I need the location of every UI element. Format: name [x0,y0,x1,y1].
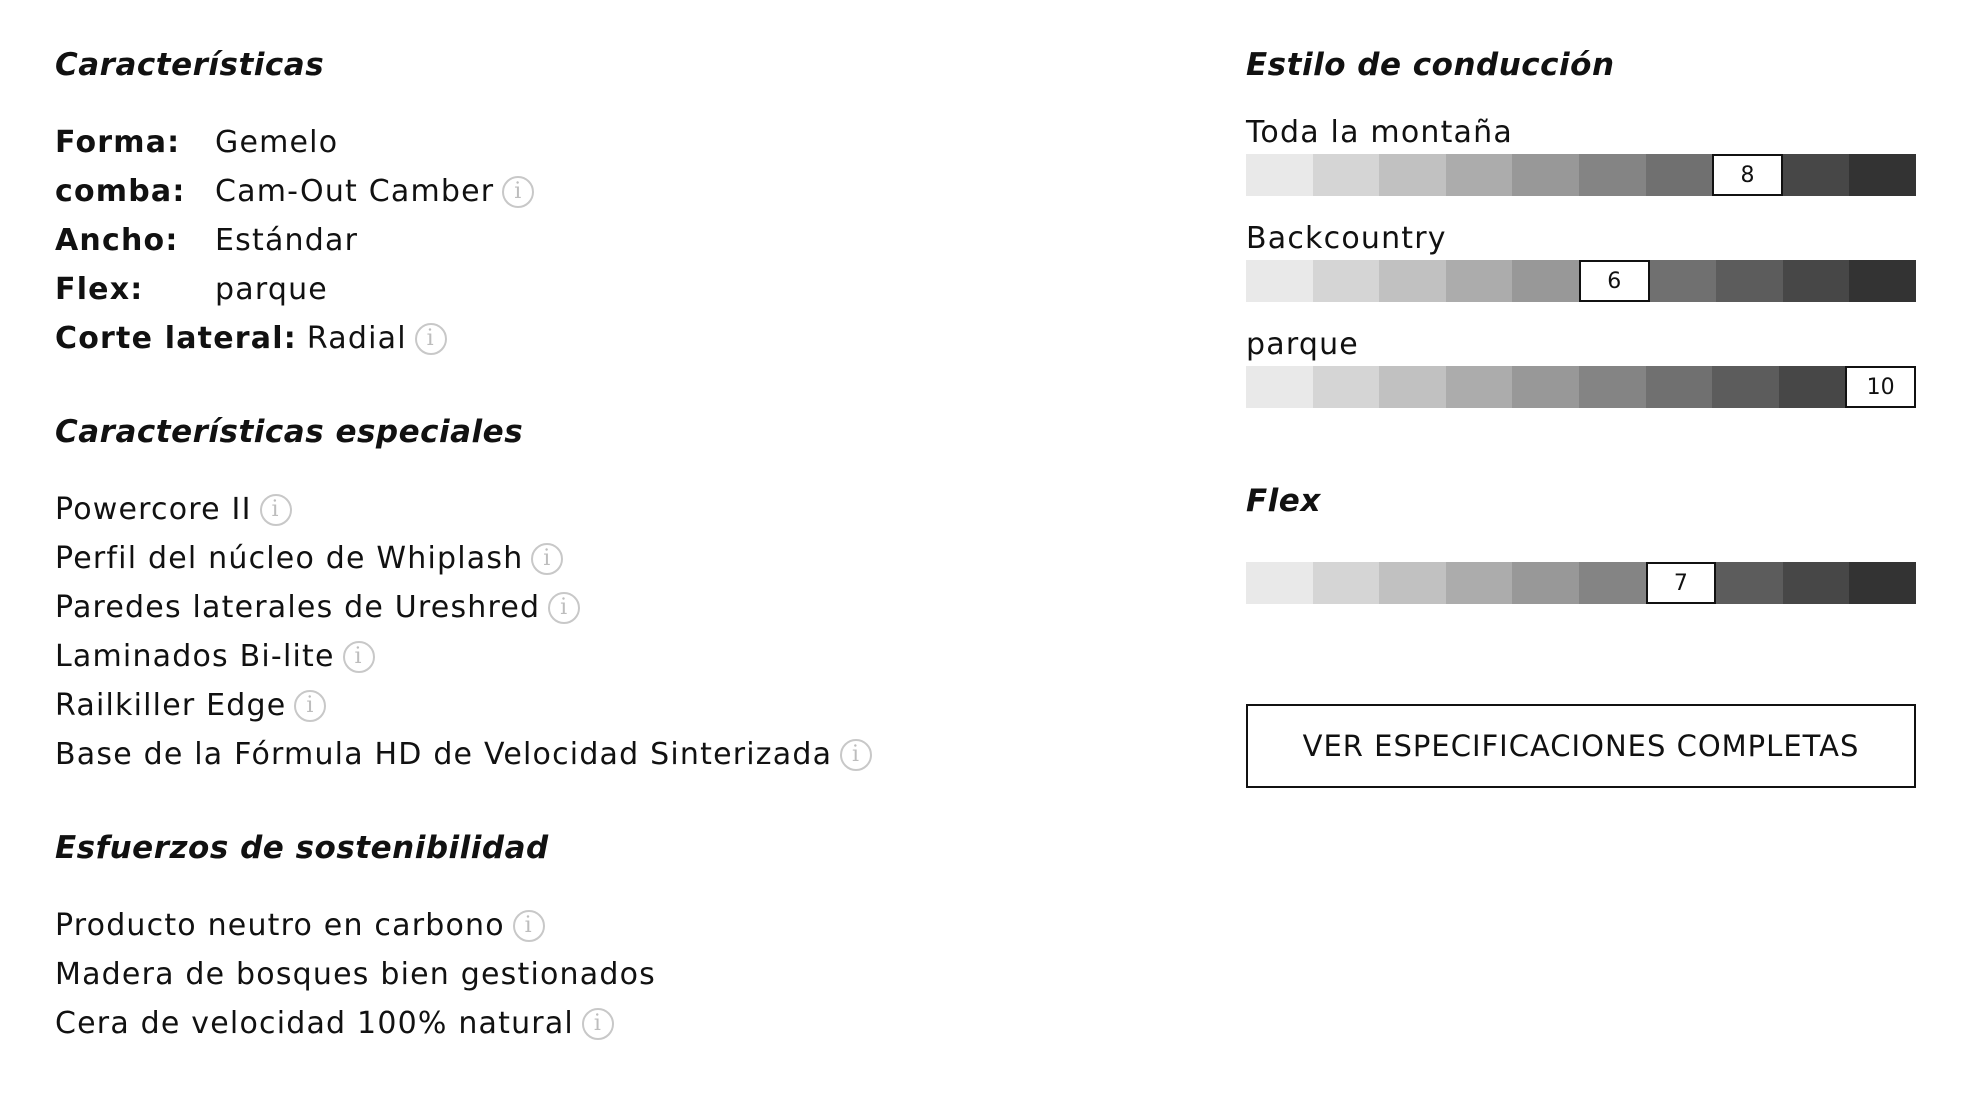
list-item [55,485,1155,534]
list-item [55,901,1155,950]
scale-label-backcountry: Backcountry [1246,221,1447,256]
feature-label: Powercore II [55,492,252,527]
scale-segment [1579,562,1646,604]
scale-marker: 8 [1712,154,1783,196]
spec-value: parque [215,272,328,307]
scale-marker: 10 [1845,366,1916,408]
scale-segment [1446,366,1513,408]
scale-segment [1313,366,1380,408]
sustainability-heading: Esfuerzos de sostenibilidad [55,830,549,866]
scale-marker: 6 [1579,260,1650,302]
scale-segment [1246,366,1313,408]
scale-marker: 7 [1646,562,1717,604]
feature-label: Paredes laterales de Ureshred [55,590,541,625]
scale-segment [1512,562,1579,604]
flex-heading: Flex [1246,483,1321,519]
rating-scale-flex [1246,562,1916,604]
list-item [55,583,1155,632]
feature-label: Laminados Bi-lite [55,639,335,674]
scale-label-all-mountain: Toda la montaña [1246,115,1513,150]
feature-label: Producto neutro en carbono [55,908,505,943]
scale-segment [1379,366,1446,408]
scale-segment [1712,366,1779,408]
scale-segment [1446,154,1513,196]
info-icon[interactable]: i [260,494,292,526]
info-icon[interactable]: i [502,176,534,208]
spec-value: Estándar [215,223,359,258]
spec-value: Radial [306,321,407,356]
scale-segment [1650,260,1717,302]
spec-row-camber [55,167,1155,216]
scale-label-park: parque [1246,327,1359,362]
feature-label: Base de la Fórmula HD de Velocidad Sinterizada [55,737,833,772]
info-icon[interactable]: i [343,641,375,673]
scale-segment [1849,154,1916,196]
full-specs-button[interactable]: VER ESPECIFICACIONES COMPLETAS [1246,704,1916,788]
info-icon[interactable]: i [513,910,545,942]
characteristics-list [55,118,1155,363]
scale-segment [1246,154,1313,196]
list-item [55,534,1155,583]
scale-segment [1313,562,1380,604]
sustainability-list [55,901,1155,1048]
scale-segment [1646,366,1713,408]
scale-segment [1579,366,1646,408]
list-item [55,730,1155,779]
feature-label: Perfil del núcleo de Whiplash [55,541,524,576]
scale-segment [1246,260,1313,302]
rating-scale-park [1246,366,1916,408]
scale-segment [1783,260,1850,302]
spec-key: Forma: [55,125,181,160]
feature-label: Cera de velocidad 100% natural [55,1006,574,1041]
info-icon[interactable]: i [294,690,326,722]
scale-segment [1379,260,1446,302]
spec-value: Cam-Out Camber [215,174,495,209]
info-icon[interactable]: i [548,592,580,624]
scale-segment [1313,260,1380,302]
spec-key: Corte lateral: [55,321,297,356]
list-item [55,632,1155,681]
scale-segment [1512,366,1579,408]
info-icon[interactable]: i [415,323,447,355]
spec-row-sidecut [55,314,1155,363]
spec-row-flex [55,265,1155,314]
scale-segment [1783,154,1850,196]
special-features-heading: Características especiales [55,414,524,450]
scale-segment [1646,154,1713,196]
feature-label: Madera de bosques bien gestionados [55,957,656,992]
rating-scale-all-mountain [1246,154,1916,196]
scale-segment [1579,154,1646,196]
special-features-list [55,485,1155,779]
riding-style-heading: Estilo de conducción [1246,47,1615,83]
scale-segment [1446,562,1513,604]
spec-value: Gemelo [215,125,339,160]
specs-panel [55,40,1155,1048]
spec-row-width [55,216,1155,265]
characteristics-heading: Características [55,47,325,83]
spec-key: comba: [55,174,186,209]
spec-row-shape [55,118,1155,167]
scale-segment [1379,562,1446,604]
list-item [55,999,1155,1048]
scale-segment [1849,562,1916,604]
info-icon[interactable]: i [840,739,872,771]
scale-segment [1246,562,1313,604]
info-icon[interactable]: i [582,1008,614,1040]
list-item [55,950,1155,999]
spec-key: Ancho: [55,223,179,258]
scale-segment [1313,154,1380,196]
scale-segment [1512,260,1579,302]
scale-segment [1716,562,1783,604]
scale-segment [1783,562,1850,604]
scale-segment [1512,154,1579,196]
list-item [55,681,1155,730]
scale-segment [1379,154,1446,196]
scale-segment [1446,260,1513,302]
scale-segment [1849,260,1916,302]
riding-style-panel [1246,40,1916,788]
scale-segment [1779,366,1846,408]
feature-label: Railkiller Edge [55,688,287,723]
spec-key: Flex: [55,272,144,307]
info-icon[interactable]: i [531,543,563,575]
scale-segment [1716,260,1783,302]
rating-scale-backcountry [1246,260,1916,302]
